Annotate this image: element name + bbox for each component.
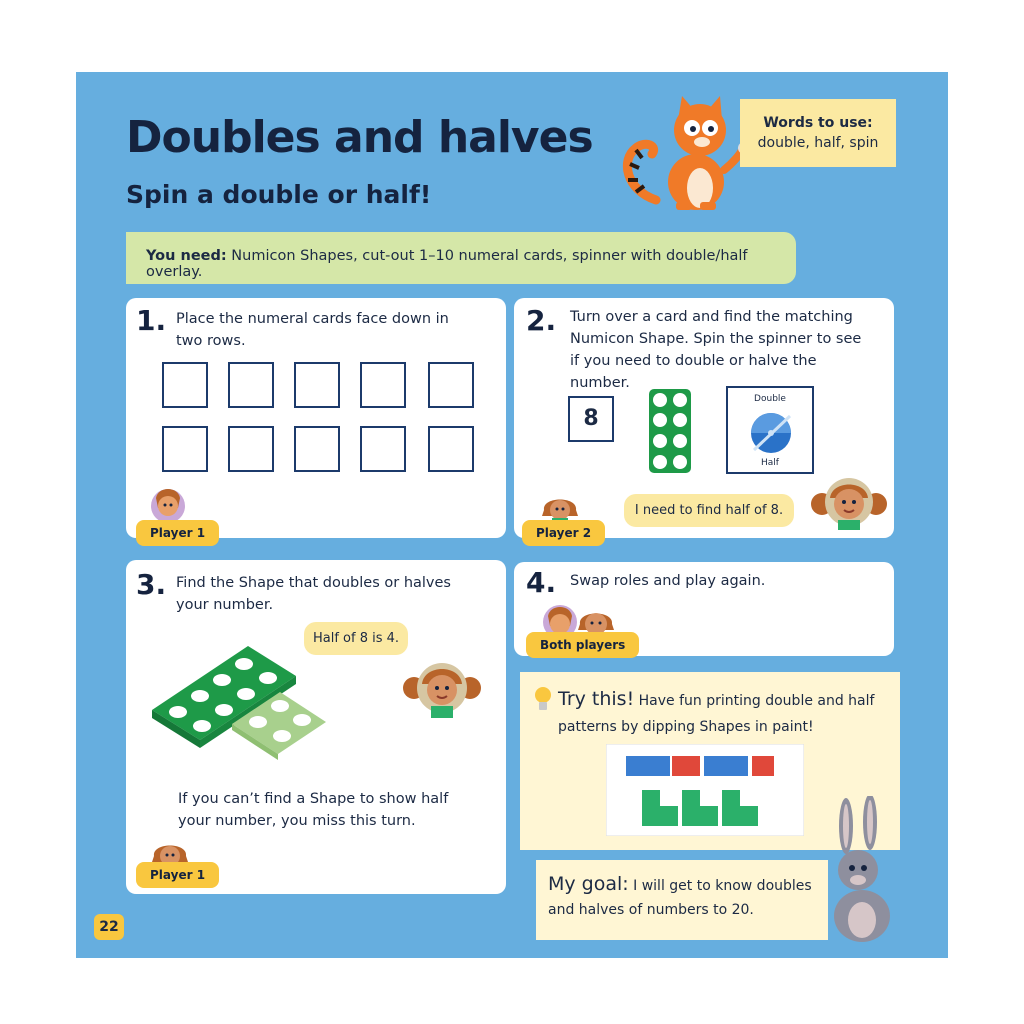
page-title: Doubles and halves bbox=[126, 112, 593, 163]
page-subtitle: Spin a double or half! bbox=[126, 180, 432, 209]
page-number: 22 bbox=[94, 914, 124, 940]
player-tag: Player 1 bbox=[136, 862, 219, 888]
numicon-8-shape bbox=[648, 388, 692, 474]
book-page bbox=[76, 72, 948, 958]
words-heading: Words to use: bbox=[763, 115, 873, 131]
cat-illustration bbox=[616, 90, 756, 212]
goal-line2: and halves of numbers to 20. bbox=[548, 902, 754, 918]
player-1-avatar bbox=[148, 484, 188, 524]
numeral-card-back bbox=[228, 426, 274, 472]
goal-heading: My goal: bbox=[548, 873, 629, 895]
try-this-line1: Have fun printing double and half bbox=[638, 693, 875, 709]
numeral-card-back bbox=[428, 362, 474, 408]
numeral-card-back bbox=[294, 426, 340, 472]
step-text: Place the numeral cards face down in two rows. bbox=[176, 311, 449, 349]
numeral-card-back bbox=[228, 362, 274, 408]
numeral-card-back bbox=[162, 362, 208, 408]
numeral-card-back bbox=[428, 426, 474, 472]
step-text: Find the Shape that doubles or halves your number. bbox=[176, 575, 451, 613]
step-number: 1. bbox=[136, 304, 167, 337]
step-note: If you can’t find a Shape to show half your number, you miss this turn. bbox=[178, 791, 449, 829]
player-tag: Player 2 bbox=[522, 520, 605, 546]
try-this-text bbox=[558, 686, 874, 740]
paint-pattern-illustration bbox=[606, 744, 804, 836]
you-need-label: You need: bbox=[146, 248, 227, 264]
try-this-line2: patterns by dipping Shapes in paint! bbox=[558, 719, 814, 735]
girl-avatar bbox=[402, 658, 482, 718]
girl-avatar bbox=[810, 474, 888, 530]
numeral-card-back bbox=[162, 426, 208, 472]
speech-bubble: I need to find half of 8. bbox=[624, 494, 794, 527]
step-text: Swap roles and play again. bbox=[570, 573, 766, 589]
double-half-spinner bbox=[726, 386, 814, 474]
step-number: 2. bbox=[526, 304, 557, 337]
words-list: double, half, spin bbox=[757, 135, 879, 151]
step-3-panel bbox=[126, 560, 506, 894]
words-to-use-box bbox=[740, 99, 896, 167]
speech-bubble: Half of 8 is 4. bbox=[304, 622, 408, 655]
numeral-card-back bbox=[294, 362, 340, 408]
step-4-panel bbox=[514, 562, 894, 656]
step-2-panel bbox=[514, 298, 894, 538]
numeral-card-8: 8 bbox=[568, 396, 614, 442]
my-goal-box bbox=[536, 860, 828, 940]
spinner-dial bbox=[746, 408, 796, 458]
step-number: 3. bbox=[136, 568, 167, 601]
numeral-card-back bbox=[360, 426, 406, 472]
spinner-double-label: Double bbox=[754, 394, 786, 404]
rabbit-illustration bbox=[824, 796, 900, 942]
goal-line1: I will get to know doubles bbox=[633, 878, 812, 894]
spinner-half-label: Half bbox=[761, 458, 779, 468]
player-tag: Player 1 bbox=[136, 520, 219, 546]
player-tag: Both players bbox=[526, 632, 639, 658]
step-number: 4. bbox=[526, 566, 557, 599]
numicon-8-and-4-shapes bbox=[148, 640, 338, 760]
step-text: Turn over a card and find the matching Numicon Shape. Spin the spinner to see if you need to double or halve the number. bbox=[570, 309, 862, 391]
lightbulb-icon bbox=[534, 686, 552, 712]
step-1-panel bbox=[126, 298, 506, 538]
you-need-banner bbox=[126, 232, 796, 284]
you-need-text: Numicon Shapes, cut-out 1–10 numeral cards, spinner with double/half overlay. bbox=[146, 248, 748, 280]
numeral-card-back bbox=[360, 362, 406, 408]
try-this-heading: Try this! bbox=[558, 688, 635, 710]
